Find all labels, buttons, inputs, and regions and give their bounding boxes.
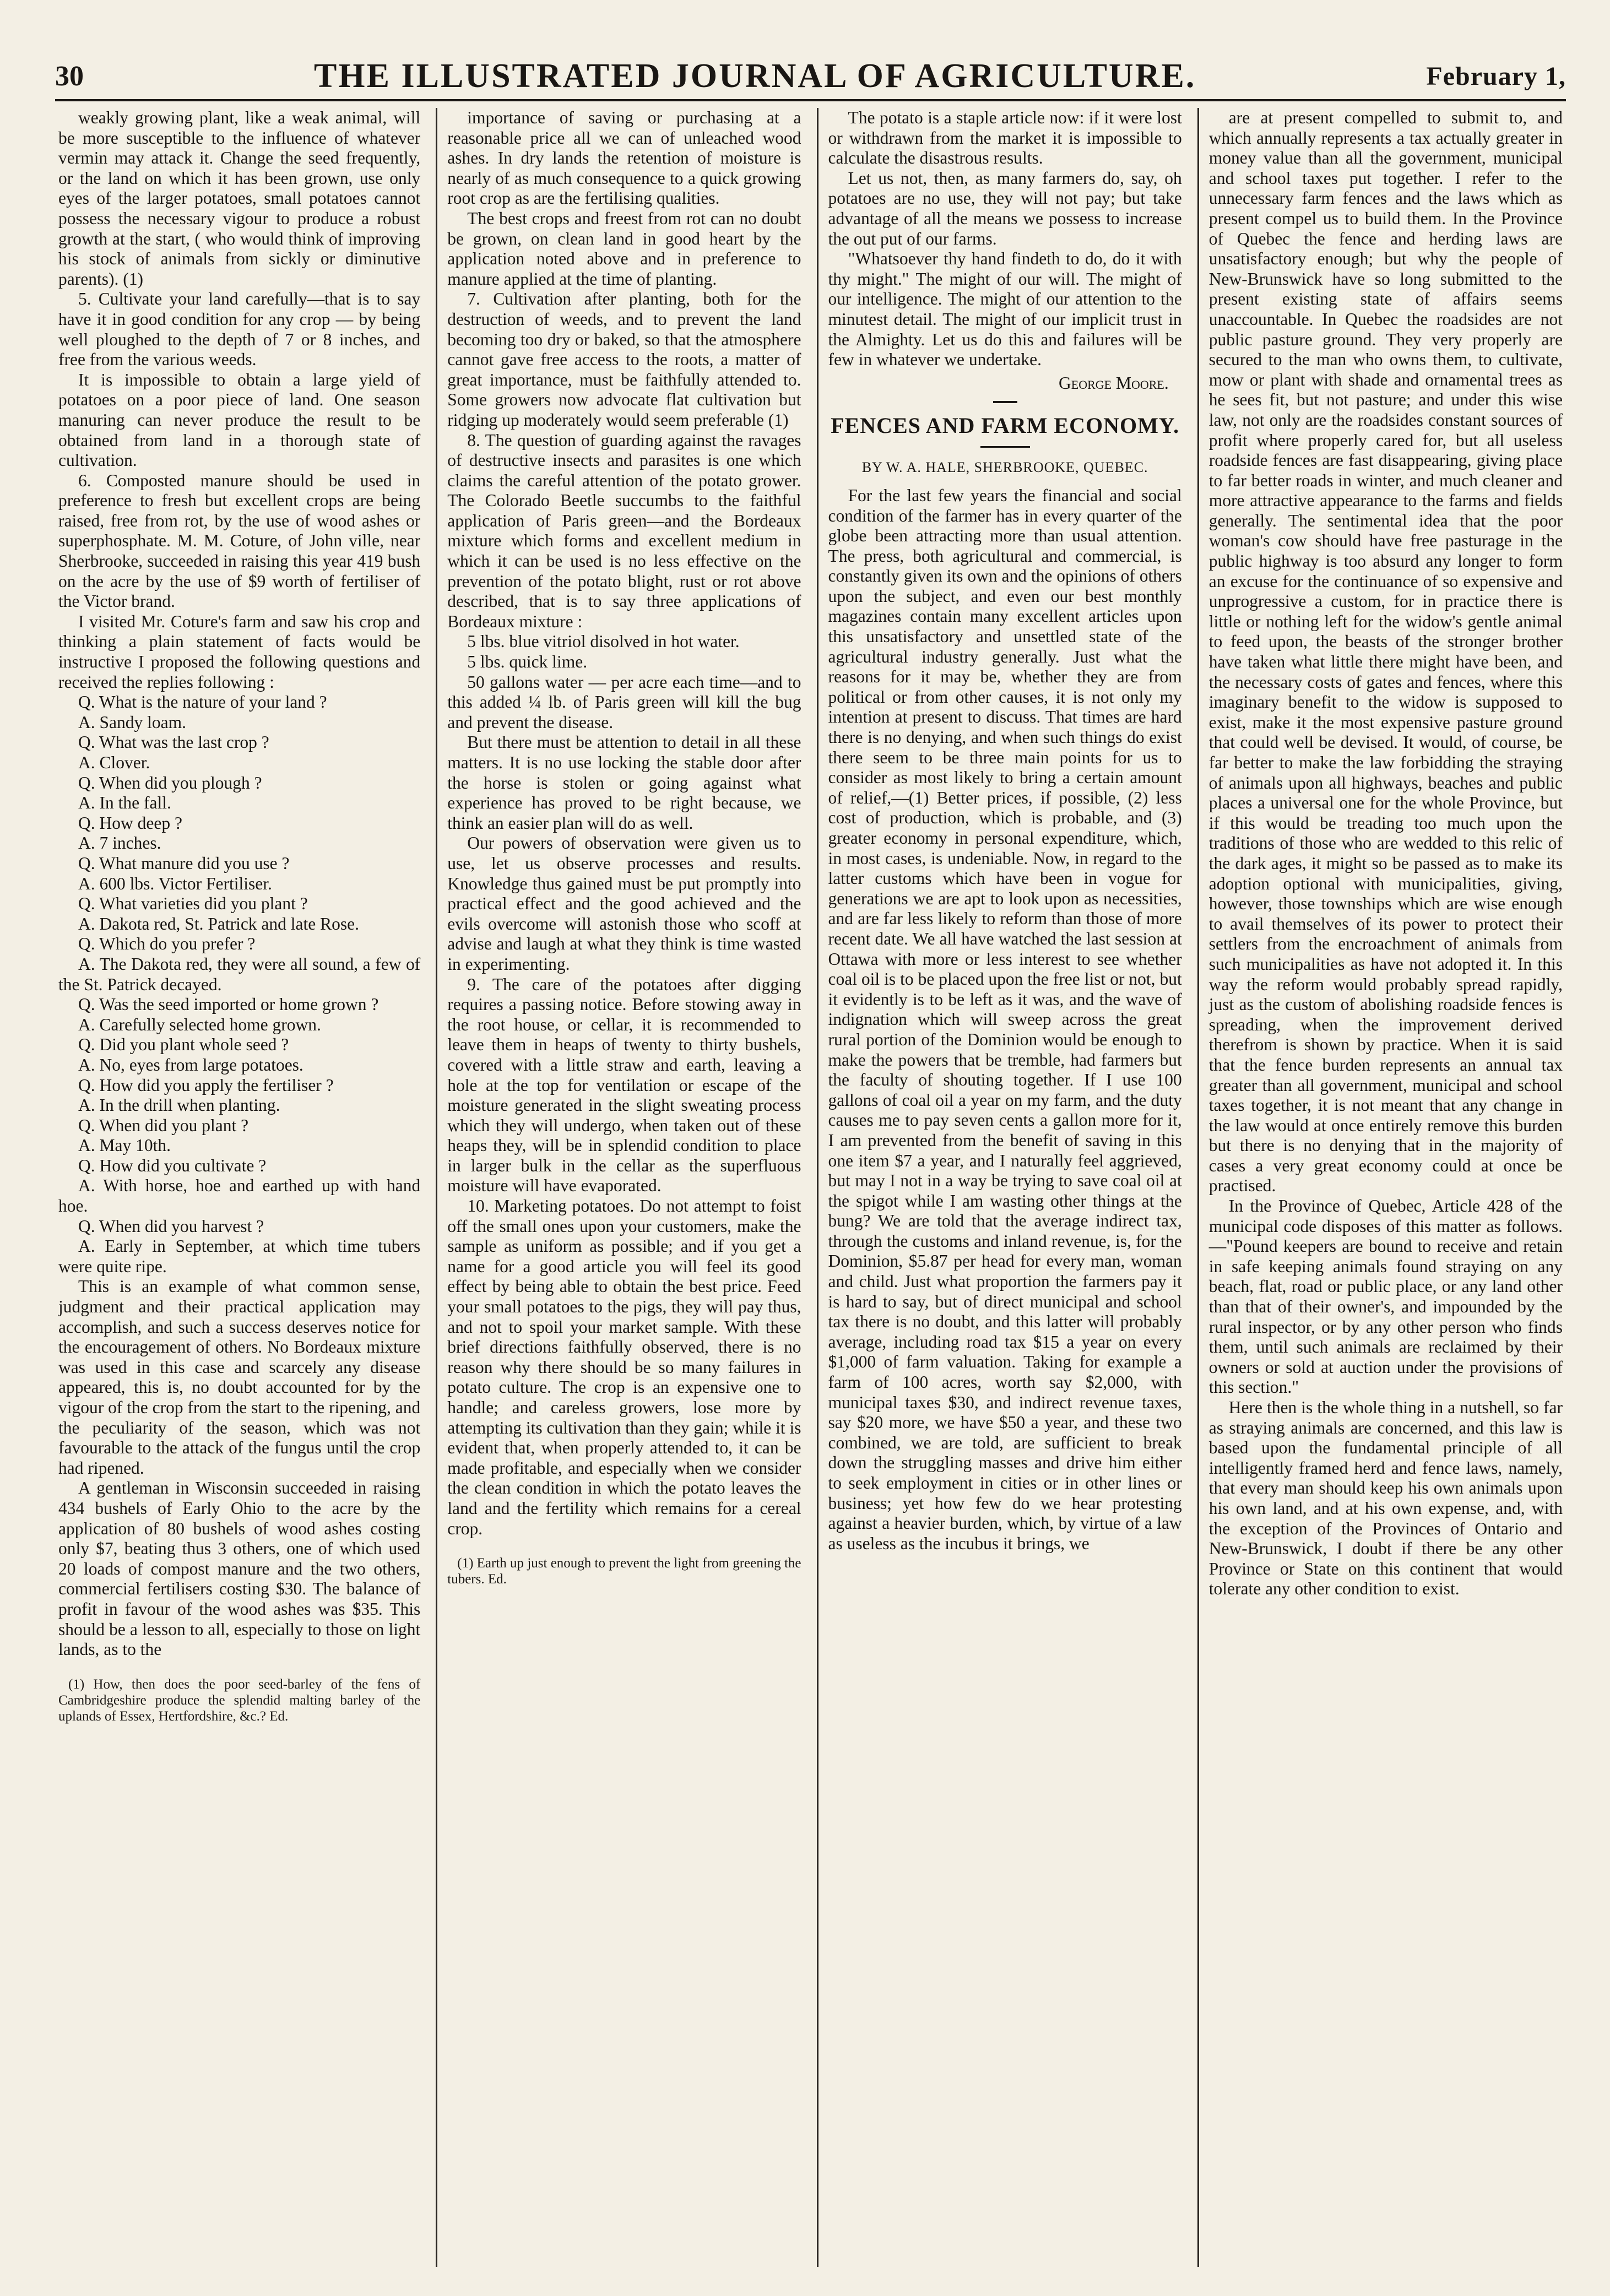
paragraph: 10. Marketing potatoes. Do not attempt to foist off the small ones upon your customers, make the sample as uniform as possible; and if you get a name for a good article you will feel its good effect by being able to obtain the best price. Feed your small potatoes to the pigs, they will pay thus, and not to spoil your market sample. With these brief directions faithfully observed, there is no reason why there should be so many failures in potato culture. The crop is an expensive one to handle; and careless growers, lose more by attempting its cultivation than they gain; while it is evident that, when properly attended to, it can be made profitable, and especially when we consider the clean condition in which the potato leaves the land and the fertility which remains for a cereal crop. <box>447 1196 801 1538</box>
paragraph: But there must be attention to detail in all these matters. It is no use locking the stable door after the horse is stolen or going against what experience has proved to be right because, we think an easier plan will do as well. <box>447 732 801 833</box>
paragraph: A. Clover. <box>78 753 150 772</box>
paragraph: Q. When did you plough ? <box>78 773 262 793</box>
issue-date: February 1, <box>1426 61 1566 91</box>
paragraph: Here then is the whole thing in a nutshell, so far as straying animals are concerned, and this law is based upon the fundamental principle of all intelligently framed herd and fence laws, namely, that every man should keep his own animals upon his own land, and at his own expense, and, with the exception of the Provinces of Ontario and New-Brunswick, I doubt if there be any other Province or State on this continent that would tolerate any other condition to exist. <box>1208 1398 1563 1599</box>
paragraph: "Whatsoever thy hand findeth to do, do it with thy might." The might of our will. The might of our intelligence. The might of our attention to the minutest detail. The might of our implicit trust in the Almighty. Let us do this and failures will be few in whatever we undertake. <box>828 249 1182 370</box>
column-2 <box>436 108 804 2267</box>
column-3 <box>817 108 1185 2267</box>
paragraph: Q. Which do you prefer ? <box>78 934 256 954</box>
paragraph: The best crops and freest from rot can no doubt be grown, on clean land in good heart by the application noted above and in preference to manure applied at the time of planting. <box>447 208 801 289</box>
paragraph: A. May 10th. <box>78 1136 171 1155</box>
footnote: (1) How, then does the poor seed-barley of the fens of Cambridgeshire produce the splendid malting barley of the uplands of Essex, Hertfordshire, &c.? Ed. <box>58 1676 421 1724</box>
paragraph: Q. When did you harvest ? <box>78 1216 264 1236</box>
paragraph: A. Carefully selected home grown. <box>78 1014 321 1034</box>
page-header <box>55 53 1566 101</box>
paragraph: A. Dakota red, St. Patrick and late Rose. <box>78 914 359 933</box>
paragraph: 50 gallons water — per acre each time—and to this added ¼ lb. of Paris green will kill the bug and prevent the disease. <box>447 672 801 732</box>
title-rule <box>980 446 1030 448</box>
paragraph: 5. Cultivate your land carefully—that is to say have it in good condition for any crop — by being well ploughed to the depth of 7 or 8 inches, and free from the various weeds. <box>58 289 421 370</box>
paragraph: 6. Composted manure should be used in preference to fresh but excellent crops are being raised, free from rot, by the use of wood ashes or superphosphate. M. M. Coture, of John ville, near Sherbrooke, succeeded in raising this year 419 bush on the acre by the use of $9 worth of fertiliser of the Victor brand. <box>58 470 421 611</box>
paragraph: Q. Did you plant whole seed ? <box>78 1035 289 1055</box>
paragraph: I visited Mr. Coture's farm and saw his crop and thinking a plain statement of facts would be instructive I proposed the following questions and received the replies following : <box>58 611 421 692</box>
paragraph: In the Province of Quebec, Article 428 of the municipal code disposes of this matter as follows.—"Pound keepers are bound to receive and retain in safe keeping animals found straying on any beach, flat, road or public place, or any land other than that of their owner's, and impounded by the rural inspector, or by any other person who finds them, until such animals are reclaimed by their owners or sold at auction under the provisions of this section." <box>1208 1196 1563 1397</box>
paragraph: This is an example of what common sense, judgment and their practical application may accomplish, and such a success deserves notice for the encouragement of others. No Bordeaux mixture was used in this case and scarcely any disease appeared, this is, no doubt accounted for by the vigour of the crop from the start to the ripening, and the peculiarity of the season, which was not favourable to the attack of the fungus until the crop had ripened. <box>58 1277 421 1478</box>
paragraph: Q. What manure did you use ? <box>78 853 290 873</box>
paragraph: For the last few years the financial and social condition of the farmer has in every quarter of the globe been attracting more than usual attention. The press, both agricultural and commercial, is constantly given its own and the opinions of others upon the subject, and even our best monthly magazines contain many excellent articles upon this unsatisfactory and unsettled state of the agricultural industry generally. Just what the reasons for it may be, whether they are from political or from other causes, it is not only my intention at present to discuss. That times are hard there is no denying, and when such things do exist there seem to be three main points for us to consider as most likely to bring a certain amount of relief,—(1) Better prices, if possible, (2) less cost of production, which is probable, and (3) greater economy in personal expenditure, which, in most cases, is undeniable. Now, in regard to the latter customs which have been in vogue for generations we are apt to look upon as necessities, and are far less likely to reform than those of more recent date. We all have watched the last session at Ottawa with more or less interest to see whether coal oil is to be placed upon the free list or not, but it evidently is to be left as it was, and the wave of indignation which will sweep across the great rural portion of the Dominion would be enough to make the powers that be tremble, had farmers but the faculty of shouting together. If I use 100 gallons of coal oil a year on my farm, and the duty causes me to pay seven cents a gallon more for it, I am prevented from the benefit of saving in this one item $7 a year, and I naturally feel aggrieved, but may I not in a way be trying to save coal oil at the spigot while I am wasting other things at the bung? We are told that the average indirect tax, through the customs and inland revenue, is, for the Dominion, $5.87 per head for every man, woman and child. Just what proportion the farmers pay it is hard to say, but of direct municipal and school tax there is no doubt, and this latter will probably average, including road tax $15 a year on every $1,000 of farm valuation. Taking for example a farm of 100 acres, worth say $2,000, with municipal taxes $30, and indirect revenue taxes, say $20 more, we have $50 a year, and these two combined, we are told, are sufficient to break down the struggling masses and drive him either to seek employment in cities or in other lines or business; yet how few do we hear protesting against a heavier burden, which, by virtue of a law as useless as the incubus it brings, we <box>828 485 1182 1553</box>
paragraph: 8. The question of guarding against the ravages of destructive insects and parasites is one which claims the careful attention of the potato grower. The Colorado Beetle succumbs to the faithful application of Paris green—and the Bordeaux mixture which forms and excellent medium in which it can be used is no less effective on the prevention of the potato blight, rust or rot above described, that is to say three applications of Bordeaux mixture : <box>447 430 801 631</box>
paragraph: 9. The care of the potatoes after digging requires a passing notice. Before stowing away in the root house, or cellar, it is recommended to leave them in heaps of twenty to thirty bushels, covered with a little straw and earth, leaving a hole at the top for ventilation or escape of the moisture generated in the slight sweating process which they will undergo, when taken out of these heaps they, will be in splendid condition to place in larger bulk in the cellar as the superfluous moisture will have evaporated. <box>447 974 801 1196</box>
paragraph: weakly growing plant, like a weak animal, will be more susceptible to the influence of whatever vermin may attack it. Change the seed frequently, or the land on which it has been grown, use only eyes of the larger potatoes, small potatoes cannot possess the necessary vigour to produce a robust growth at the start, ( who would think of improving his stock of animals from sickly or diminutive parents). (1) <box>58 108 421 289</box>
paragraph: Q. What varieties did you plant ? <box>78 894 308 914</box>
paragraph: Q. Was the seed imported or home grown ? <box>78 995 379 1014</box>
author-signature: George Moore. <box>1059 373 1169 393</box>
paragraph: A. Sandy loam. <box>78 712 186 732</box>
journal-title: THE ILLUSTRATED JOURNAL OF AGRICULTURE. <box>314 57 1196 95</box>
paragraph: Q. How deep ? <box>78 813 182 833</box>
paragraph: Q. How did you cultivate ? <box>78 1155 267 1175</box>
paragraph: It is impossible to obtain a large yield of potatoes on a poor piece of land. One season manuring can never produce the result to be obtained from land in a thorough state of cultivation. <box>58 370 421 470</box>
paragraph: A. 600 lbs. Victor Fertiliser. <box>78 873 272 893</box>
section-divider <box>993 401 1017 403</box>
paragraph: A. In the drill when planting. <box>78 1095 280 1115</box>
page-number: 30 <box>55 60 84 92</box>
article-byline: BY W. A. HALE, SHERBROOKE, QUEBEC. <box>861 459 1148 476</box>
paragraph: The potato is a staple article now: if it were lost or withdrawn from the market it is impossible to calculate the disastrous results. <box>828 108 1182 168</box>
paragraph: 7. Cultivation after planting, both for the destruction of weeds, and to prevent the land becoming too dry or baked, so that the atmosphere cannot gave free access to the roots, a matter of great importance, must be faithfully attended to. Some growers now advocate flat cultivation but ridging up moderately would seem preferable (1) <box>447 289 801 430</box>
article-title: FENCES AND FARM ECONOMY. <box>831 413 1180 438</box>
fences-article-body <box>828 486 1182 1554</box>
paragraph: Let us not, then, as many farmers do, say, oh potatoes are no use, they will not pay; but take advantage of all the means we possess to increase the out put of our farms. <box>828 168 1182 248</box>
paragraph: A. With horse, hoe and earthed up with hand hoe. <box>58 1176 421 1216</box>
column-1 <box>55 108 424 2267</box>
column-4 <box>1197 108 1566 2267</box>
paragraph: A. No, eyes from large potatoes. <box>78 1055 303 1074</box>
paragraph: 5 lbs. quick lime. <box>467 652 588 672</box>
paragraph: Q. What is the nature of your land ? <box>78 692 327 712</box>
paragraph: are at present compelled to submit to, and which annually represents a tax actually greater in money value than all the government, municipal and school taxes put together. I refer to the unnecessary farm fences and the laws which as present compel us to build them. In the Province of Quebec the fence and herding laws are unsatisfactory enough; but why the people of New-Brunswick have so long submitted to the present existing state of affairs seems unaccountable. In Quebec the roadsides are not public pasture ground. They very properly are secured to the man who owns them, to cultivate, mow or plant with shade and ornamental trees as he sees fit, but not pasture; and under this wise law, not only are the roadsides constant sources of profit where properly cared for, but all useless roadside fences are fast disappearing, giving place to far better roads in winter, and much cleaner and more attractive appearance to the farms and fields generally. The sentimental idea that the poor woman's cow should have free pasturage in the public highway is too absurd any longer to form an excuse for the continuance of so expensive and unprogressive a custom, for in practice there is little or nothing left for the widow's gentle animal to feed upon, the beasts of the stronger brother have taken what little there might have been, and the necessary costs of gates and fences, where this imaginary benefit to the widow is supposed to exist, make it the most expensive pasture ground that could well be devised. It would, of course, be far better to make the law forbidding the straying of animals upon all highways, beaches and public places a universal one for the whole Province, but if this would be treading too much upon the traditions of those who are wedded to this relic of the dark ages, it might so be passed as to make its adoption optional with municipalities, giving, however, those townships which are wise enough to avail themselves of its power to protect their settlers from the encroachment of animals from such municipalities as have not adopted it. In this way the reform would probably spread rapidly, just as the custom of abolishing roadside fences is spreading, when the improvement derived therefrom is shown by practice. When it is said that the fence burden represents an annual tax greater than all government, municipal and school taxes together, it is not meant that any change in the law would at once entirely remove this burden but there is no denying that in the majority of cases a very great economy could at once be practised. <box>1208 108 1563 1196</box>
paragraph: 5 lbs. blue vitriol disolved in hot water. <box>467 632 740 652</box>
paragraph: A. Early in September, at which time tubers were quite ripe. <box>58 1236 421 1276</box>
paragraph: Q. When did you plant ? <box>78 1115 249 1135</box>
paragraph: Q. How did you apply the fertiliser ? <box>78 1075 334 1095</box>
potato-article-end <box>828 108 1182 370</box>
article-columns <box>55 108 1566 2267</box>
paragraph: A gentleman in Wisconsin succeeded in raising 434 bushels of Early Ohio to the acre by the application of 80 bushels of wood ashes costing only $7, beating thus 3 others, one of which used 20 loads of compost manure and the two others, commercial fertilisers costing $30. The balance of profit in favour of the wood ashes was $35. This should be a lesson to all, especially to those on light lands, as to the <box>58 1478 421 1659</box>
paragraph: importance of saving or purchasing at a reasonable price all we can of unleached wood ashes. In dry lands the retention of moisture is nearly of as much consequence to a quick growing root crop as are the fertilising qualities. <box>447 108 801 208</box>
paragraph: A. The Dakota red, they were all sound, a few of the St. Patrick decayed. <box>58 954 421 994</box>
paragraph: A. 7 inches. <box>78 833 161 853</box>
paragraph: A. In the fall. <box>78 793 171 813</box>
paragraph: Q. What was the last crop ? <box>78 732 269 752</box>
paragraph: Our powers of observation were given us to use, let us observe processes and results. Knowledge thus gained must be put promptly into practical effect and the good achieved and the evils overcome will astonish those who scoff at advise and laugh at what they think is time wasted in experimenting. <box>447 833 801 974</box>
footnote: (1) Earth up just enough to prevent the light from greening the tubers. Ed. <box>447 1556 801 1587</box>
